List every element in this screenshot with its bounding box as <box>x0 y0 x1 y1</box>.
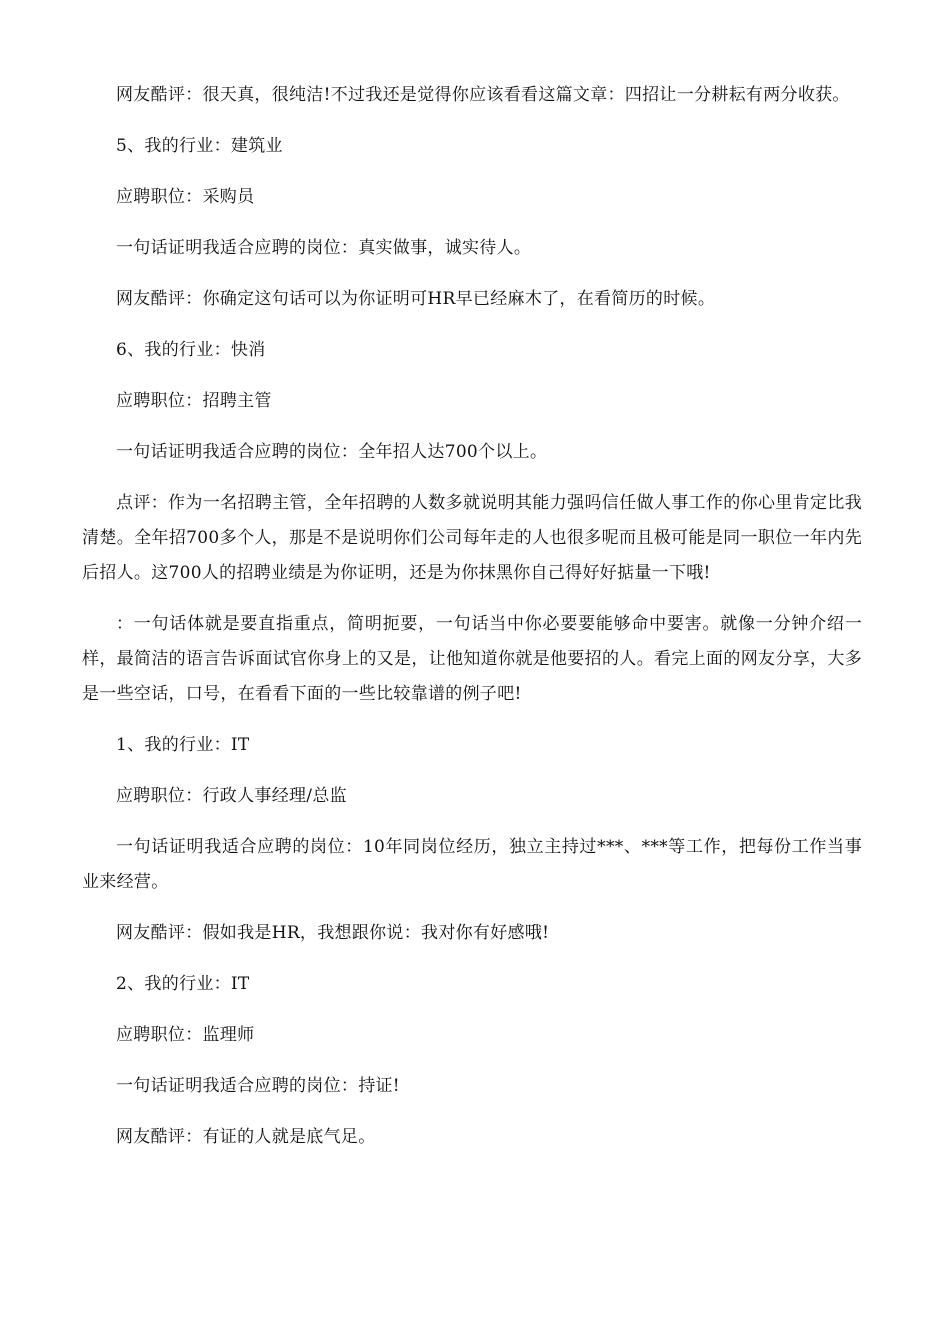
section-heading-industry-6: 6、我的行业：快消 <box>116 340 266 360</box>
paragraph: 网友酷评：很天真，很纯洁!不过我还是觉得你应该看看这篇文章：四招让一分耕耘有两分收获。 <box>116 85 850 105</box>
document-body <box>82 78 862 1171</box>
paragraph: 应聘职位：行政人事经理/总监 <box>116 786 347 806</box>
section-heading-industry-1: 1、我的行业：IT <box>116 735 250 755</box>
paragraph: 应聘职位：采购员 <box>116 187 255 207</box>
paragraph: 应聘职位：招聘主管 <box>116 391 272 411</box>
paragraph: ：一句话体就是要直指重点，简明扼要，一句话当中你必要要能够命中要害。就像一分钟介绍一样，最简洁的语言告诉面试官你身上的又是，让他知道你就是他要招的人。看完上面的网友分享，大多是一些空话，口号，在看看下面的一些比较靠谱的例子吧! <box>82 614 862 704</box>
paragraph: 网友酷评：有证的人就是底气足。 <box>116 1127 376 1147</box>
paragraph: 一句话证明我适合应聘的岗位：10年同岗位经历，独立主持过***、***等工作，把每份工作当事业来经营。 <box>82 837 862 892</box>
section-heading-industry-2: 2、我的行业：IT <box>116 974 250 994</box>
paragraph: 网友酷评：假如我是HR，我想跟你说：我对你有好感哦! <box>116 923 550 943</box>
paragraph: 点评：作为一名招聘主管，全年招聘的人数多就说明其能力强吗信任做人事工作的你心里肯定比我清楚。全年招700多个人，那是不是说明你们公司每年走的人也很多呢而且极可能是同一职位一年内先后招人。这700人的招聘业绩是为你证明，还是为你抹黑你自己得好好掂量一下哦! <box>82 493 862 583</box>
paragraph: 一句话证明我适合应聘的岗位：真实做事，诚实待人。 <box>116 238 532 258</box>
paragraph: 一句话证明我适合应聘的岗位：全年招人达700个以上。 <box>116 442 548 462</box>
section-heading-industry-5: 5、我的行业：建筑业 <box>116 136 283 156</box>
paragraph: 一句话证明我适合应聘的岗位：持证! <box>116 1076 400 1096</box>
paragraph: 网友酷评：你确定这句话可以为你证明可HR早已经麻木了，在看简历的时候。 <box>116 289 716 309</box>
paragraph: 应聘职位：监理师 <box>116 1025 255 1045</box>
